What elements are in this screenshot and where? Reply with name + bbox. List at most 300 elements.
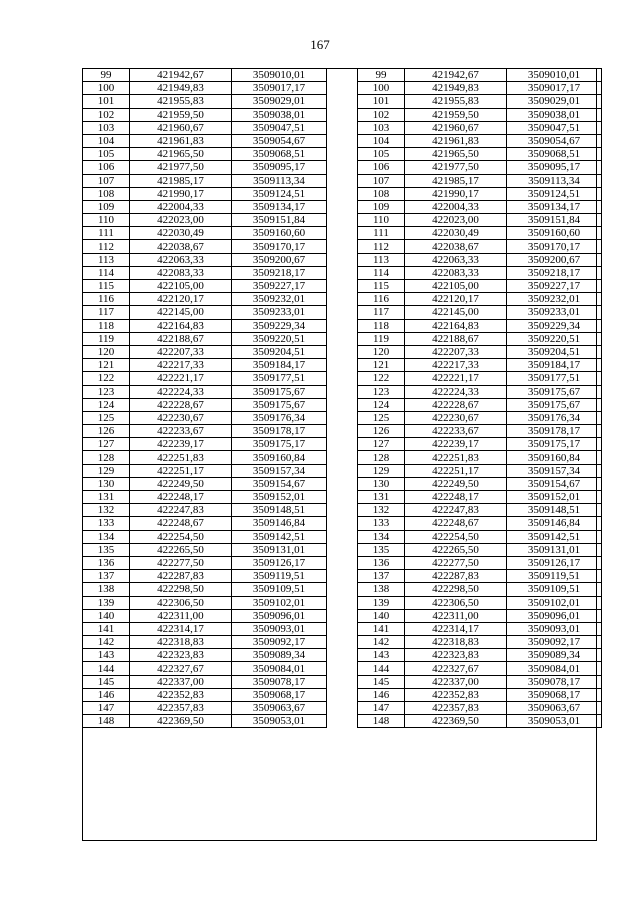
point-number-cell: 145 xyxy=(83,675,130,688)
x-coordinate-cell: 422083,33 xyxy=(405,266,507,279)
y-coordinate-cell: 3509092,17 xyxy=(232,636,327,649)
y-coordinate-cell: 3509160,60 xyxy=(507,227,602,240)
y-coordinate-cell: 3509232,01 xyxy=(507,293,602,306)
point-number-cell: 104 xyxy=(83,134,130,147)
point-number-cell: 116 xyxy=(358,293,405,306)
y-coordinate-cell: 3509220,51 xyxy=(232,332,327,345)
table-row xyxy=(358,425,602,438)
y-coordinate-cell: 3509184,17 xyxy=(507,359,602,372)
table-row xyxy=(83,161,327,174)
x-coordinate-cell: 422277,50 xyxy=(130,556,232,569)
table-row xyxy=(358,596,602,609)
y-coordinate-cell: 3509170,17 xyxy=(507,240,602,253)
y-coordinate-cell: 3509054,67 xyxy=(507,134,602,147)
x-coordinate-cell: 422251,83 xyxy=(130,451,232,464)
point-number-cell: 111 xyxy=(83,227,130,240)
y-coordinate-cell: 3509010,01 xyxy=(507,69,602,82)
y-coordinate-cell: 3509177,51 xyxy=(232,372,327,385)
point-number-cell: 117 xyxy=(83,306,130,319)
point-number-cell: 110 xyxy=(358,214,405,227)
table-row xyxy=(83,95,327,108)
y-coordinate-cell: 3509054,67 xyxy=(232,134,327,147)
table-row xyxy=(358,609,602,622)
x-coordinate-cell: 422217,33 xyxy=(130,359,232,372)
point-number-cell: 102 xyxy=(83,108,130,121)
y-coordinate-cell: 3509154,67 xyxy=(232,477,327,490)
y-coordinate-cell: 3509096,01 xyxy=(232,609,327,622)
point-number-cell: 142 xyxy=(358,636,405,649)
table-row xyxy=(83,662,327,675)
table-row xyxy=(358,715,602,728)
point-number-cell: 128 xyxy=(83,451,130,464)
table-row xyxy=(358,675,602,688)
table-row xyxy=(83,425,327,438)
x-coordinate-cell: 422265,50 xyxy=(130,543,232,556)
y-coordinate-cell: 3509148,51 xyxy=(507,504,602,517)
x-coordinate-cell: 422251,17 xyxy=(405,464,507,477)
x-coordinate-cell: 422188,67 xyxy=(130,332,232,345)
table-row xyxy=(358,227,602,240)
y-coordinate-cell: 3509152,01 xyxy=(232,491,327,504)
y-coordinate-cell: 3509178,17 xyxy=(232,425,327,438)
y-coordinate-cell: 3509089,34 xyxy=(507,649,602,662)
table-row xyxy=(83,649,327,662)
x-coordinate-cell: 422038,67 xyxy=(405,240,507,253)
table-row xyxy=(358,372,602,385)
x-coordinate-cell: 422318,83 xyxy=(405,636,507,649)
point-number-cell: 107 xyxy=(83,174,130,187)
x-coordinate-cell: 422287,83 xyxy=(130,570,232,583)
coordinates-table-left-body xyxy=(83,69,327,728)
point-number-cell: 146 xyxy=(83,688,130,701)
x-coordinate-cell: 422311,00 xyxy=(405,609,507,622)
point-number-cell: 103 xyxy=(83,121,130,134)
y-coordinate-cell: 3509029,01 xyxy=(232,95,327,108)
x-coordinate-cell: 422188,67 xyxy=(405,332,507,345)
table-row xyxy=(83,517,327,530)
table-row xyxy=(358,148,602,161)
point-number-cell: 148 xyxy=(358,715,405,728)
point-number-cell: 144 xyxy=(83,662,130,675)
y-coordinate-cell: 3509175,67 xyxy=(507,398,602,411)
table-row xyxy=(358,438,602,451)
point-number-cell: 123 xyxy=(358,385,405,398)
table-row xyxy=(83,622,327,635)
y-coordinate-cell: 3509227,17 xyxy=(232,280,327,293)
y-coordinate-cell: 3509131,01 xyxy=(507,543,602,556)
y-coordinate-cell: 3509175,67 xyxy=(232,398,327,411)
y-coordinate-cell: 3509131,01 xyxy=(232,543,327,556)
table-row xyxy=(358,280,602,293)
y-coordinate-cell: 3509146,84 xyxy=(507,517,602,530)
table-row xyxy=(83,345,327,358)
point-number-cell: 108 xyxy=(83,187,130,200)
table-row xyxy=(358,451,602,464)
y-coordinate-cell: 3509038,01 xyxy=(507,108,602,121)
table-row xyxy=(358,411,602,424)
table-row xyxy=(358,570,602,583)
table-row xyxy=(83,121,327,134)
y-coordinate-cell: 3509126,17 xyxy=(232,556,327,569)
y-coordinate-cell: 3509047,51 xyxy=(232,121,327,134)
y-coordinate-cell: 3509095,17 xyxy=(507,161,602,174)
x-coordinate-cell: 422311,00 xyxy=(130,609,232,622)
y-coordinate-cell: 3509010,01 xyxy=(232,69,327,82)
y-coordinate-cell: 3509047,51 xyxy=(507,121,602,134)
y-coordinate-cell: 3509175,67 xyxy=(232,385,327,398)
table-row xyxy=(83,570,327,583)
x-coordinate-cell: 421959,50 xyxy=(130,108,232,121)
y-coordinate-cell: 3509176,34 xyxy=(232,411,327,424)
point-number-cell: 114 xyxy=(83,266,130,279)
point-number-cell: 103 xyxy=(358,121,405,134)
x-coordinate-cell: 421960,67 xyxy=(130,121,232,134)
y-coordinate-cell: 3509084,01 xyxy=(232,662,327,675)
y-coordinate-cell: 3509170,17 xyxy=(232,240,327,253)
point-number-cell: 140 xyxy=(358,609,405,622)
table-row xyxy=(358,332,602,345)
y-coordinate-cell: 3509142,51 xyxy=(507,530,602,543)
y-coordinate-cell: 3509204,51 xyxy=(232,345,327,358)
x-coordinate-cell: 422369,50 xyxy=(130,715,232,728)
table-row xyxy=(83,108,327,121)
y-coordinate-cell: 3509184,17 xyxy=(232,359,327,372)
table-row xyxy=(358,359,602,372)
table-row xyxy=(358,266,602,279)
point-number-cell: 148 xyxy=(83,715,130,728)
table-row xyxy=(358,385,602,398)
point-number-cell: 125 xyxy=(358,411,405,424)
y-coordinate-cell: 3509095,17 xyxy=(232,161,327,174)
x-coordinate-cell: 422083,33 xyxy=(130,266,232,279)
x-coordinate-cell: 422233,67 xyxy=(405,425,507,438)
y-coordinate-cell: 3509078,17 xyxy=(232,675,327,688)
x-coordinate-cell: 422251,17 xyxy=(130,464,232,477)
x-coordinate-cell: 421985,17 xyxy=(130,174,232,187)
point-number-cell: 146 xyxy=(358,688,405,701)
point-number-cell: 136 xyxy=(83,556,130,569)
point-number-cell: 101 xyxy=(83,95,130,108)
coordinates-table-right xyxy=(357,68,602,728)
table-row xyxy=(358,82,602,95)
point-number-cell: 141 xyxy=(83,622,130,635)
x-coordinate-cell: 421990,17 xyxy=(405,187,507,200)
table-row xyxy=(83,530,327,543)
x-coordinate-cell: 422221,17 xyxy=(405,372,507,385)
y-coordinate-cell: 3509093,01 xyxy=(507,622,602,635)
table-row xyxy=(83,266,327,279)
table-row xyxy=(358,622,602,635)
x-coordinate-cell: 422298,50 xyxy=(130,583,232,596)
x-coordinate-cell: 422357,83 xyxy=(130,702,232,715)
table-row xyxy=(358,108,602,121)
x-coordinate-cell: 421942,67 xyxy=(405,69,507,82)
table-row xyxy=(83,688,327,701)
x-coordinate-cell: 422298,50 xyxy=(405,583,507,596)
point-number-cell: 105 xyxy=(358,148,405,161)
table-row xyxy=(83,280,327,293)
point-number-cell: 127 xyxy=(83,438,130,451)
x-coordinate-cell: 422327,67 xyxy=(130,662,232,675)
table-row xyxy=(83,715,327,728)
point-number-cell: 133 xyxy=(83,517,130,530)
table-row xyxy=(83,69,327,82)
point-number-cell: 123 xyxy=(83,385,130,398)
x-coordinate-cell: 422337,00 xyxy=(130,675,232,688)
x-coordinate-cell: 422337,00 xyxy=(405,675,507,688)
y-coordinate-cell: 3509152,01 xyxy=(507,491,602,504)
point-number-cell: 111 xyxy=(358,227,405,240)
table-row xyxy=(83,372,327,385)
table-row xyxy=(83,438,327,451)
x-coordinate-cell: 422224,33 xyxy=(130,385,232,398)
table-row xyxy=(83,504,327,517)
table-row xyxy=(358,174,602,187)
x-coordinate-cell: 422251,83 xyxy=(405,451,507,464)
point-number-cell: 106 xyxy=(83,161,130,174)
table-row xyxy=(358,504,602,517)
table-row xyxy=(358,398,602,411)
point-number-cell: 132 xyxy=(83,504,130,517)
x-coordinate-cell: 422327,67 xyxy=(405,662,507,675)
y-coordinate-cell: 3509134,17 xyxy=(507,200,602,213)
table-row xyxy=(83,596,327,609)
table-row xyxy=(83,332,327,345)
x-coordinate-cell: 422239,17 xyxy=(130,438,232,451)
y-coordinate-cell: 3509175,17 xyxy=(507,438,602,451)
x-coordinate-cell: 421961,83 xyxy=(405,134,507,147)
y-coordinate-cell: 3509148,51 xyxy=(232,504,327,517)
x-coordinate-cell: 422004,33 xyxy=(130,200,232,213)
point-number-cell: 119 xyxy=(358,332,405,345)
table-row xyxy=(358,517,602,530)
y-coordinate-cell: 3509177,51 xyxy=(507,372,602,385)
table-row xyxy=(83,293,327,306)
y-coordinate-cell: 3509068,17 xyxy=(232,688,327,701)
table-row xyxy=(358,187,602,200)
x-coordinate-cell: 421959,50 xyxy=(405,108,507,121)
y-coordinate-cell: 3509102,01 xyxy=(507,596,602,609)
y-coordinate-cell: 3509200,67 xyxy=(507,253,602,266)
point-number-cell: 142 xyxy=(83,636,130,649)
point-number-cell: 110 xyxy=(83,214,130,227)
y-coordinate-cell: 3509220,51 xyxy=(507,332,602,345)
point-number-cell: 117 xyxy=(358,306,405,319)
table-row xyxy=(83,134,327,147)
table-row xyxy=(83,398,327,411)
x-coordinate-cell: 422004,33 xyxy=(405,200,507,213)
table-row xyxy=(358,319,602,332)
table-row xyxy=(83,451,327,464)
point-number-cell: 138 xyxy=(358,583,405,596)
y-coordinate-cell: 3509109,51 xyxy=(507,583,602,596)
table-row xyxy=(358,200,602,213)
table-row xyxy=(83,253,327,266)
x-coordinate-cell: 421985,17 xyxy=(405,174,507,187)
table-row xyxy=(358,636,602,649)
table-row xyxy=(358,240,602,253)
point-number-cell: 135 xyxy=(358,543,405,556)
x-coordinate-cell: 422318,83 xyxy=(130,636,232,649)
y-coordinate-cell: 3509017,17 xyxy=(507,82,602,95)
y-coordinate-cell: 3509124,51 xyxy=(232,187,327,200)
x-coordinate-cell: 422063,33 xyxy=(130,253,232,266)
y-coordinate-cell: 3509113,34 xyxy=(507,174,602,187)
point-number-cell: 132 xyxy=(358,504,405,517)
point-number-cell: 137 xyxy=(83,570,130,583)
y-coordinate-cell: 3509157,34 xyxy=(232,464,327,477)
y-coordinate-cell: 3509204,51 xyxy=(507,345,602,358)
point-number-cell: 145 xyxy=(358,675,405,688)
x-coordinate-cell: 422038,67 xyxy=(130,240,232,253)
y-coordinate-cell: 3509218,17 xyxy=(232,266,327,279)
table-row xyxy=(83,359,327,372)
y-coordinate-cell: 3509218,17 xyxy=(507,266,602,279)
table-row xyxy=(83,675,327,688)
x-coordinate-cell: 422228,67 xyxy=(130,398,232,411)
table-row xyxy=(358,662,602,675)
x-coordinate-cell: 422233,67 xyxy=(130,425,232,438)
x-coordinate-cell: 422247,83 xyxy=(130,504,232,517)
x-coordinate-cell: 422249,50 xyxy=(405,477,507,490)
x-coordinate-cell: 422254,50 xyxy=(405,530,507,543)
x-coordinate-cell: 422221,17 xyxy=(130,372,232,385)
point-number-cell: 99 xyxy=(358,69,405,82)
y-coordinate-cell: 3509175,67 xyxy=(507,385,602,398)
y-coordinate-cell: 3509068,51 xyxy=(232,148,327,161)
y-coordinate-cell: 3509126,17 xyxy=(507,556,602,569)
y-coordinate-cell: 3509142,51 xyxy=(232,530,327,543)
point-number-cell: 147 xyxy=(358,702,405,715)
y-coordinate-cell: 3509109,51 xyxy=(232,583,327,596)
point-number-cell: 120 xyxy=(83,345,130,358)
point-number-cell: 102 xyxy=(358,108,405,121)
point-number-cell: 135 xyxy=(83,543,130,556)
x-coordinate-cell: 422323,83 xyxy=(130,649,232,662)
x-coordinate-cell: 422287,83 xyxy=(405,570,507,583)
y-coordinate-cell: 3509096,01 xyxy=(507,609,602,622)
x-coordinate-cell: 422120,17 xyxy=(405,293,507,306)
point-number-cell: 122 xyxy=(83,372,130,385)
y-coordinate-cell: 3509124,51 xyxy=(507,187,602,200)
y-coordinate-cell: 3509151,84 xyxy=(507,214,602,227)
y-coordinate-cell: 3509154,67 xyxy=(507,477,602,490)
point-number-cell: 140 xyxy=(83,609,130,622)
coordinates-table-right-body xyxy=(358,69,602,728)
x-coordinate-cell: 422230,67 xyxy=(405,411,507,424)
x-coordinate-cell: 422105,00 xyxy=(405,280,507,293)
table-row xyxy=(83,543,327,556)
x-coordinate-cell: 421977,50 xyxy=(130,161,232,174)
point-number-cell: 122 xyxy=(358,372,405,385)
y-coordinate-cell: 3509232,01 xyxy=(232,293,327,306)
table-row xyxy=(83,385,327,398)
y-coordinate-cell: 3509229,34 xyxy=(507,319,602,332)
x-coordinate-cell: 421965,50 xyxy=(130,148,232,161)
y-coordinate-cell: 3509176,34 xyxy=(507,411,602,424)
table-row xyxy=(358,688,602,701)
point-number-cell: 106 xyxy=(358,161,405,174)
x-coordinate-cell: 422207,33 xyxy=(130,345,232,358)
x-coordinate-cell: 422023,00 xyxy=(130,214,232,227)
y-coordinate-cell: 3509178,17 xyxy=(507,425,602,438)
y-coordinate-cell: 3509063,67 xyxy=(507,702,602,715)
table-row xyxy=(358,464,602,477)
table-row xyxy=(83,411,327,424)
point-number-cell: 124 xyxy=(358,398,405,411)
x-coordinate-cell: 422357,83 xyxy=(405,702,507,715)
point-number-cell: 137 xyxy=(358,570,405,583)
table-row xyxy=(83,319,327,332)
table-row xyxy=(358,293,602,306)
y-coordinate-cell: 3509053,01 xyxy=(232,715,327,728)
point-number-cell: 131 xyxy=(83,491,130,504)
point-number-cell: 125 xyxy=(83,411,130,424)
table-row xyxy=(358,530,602,543)
table-row xyxy=(358,477,602,490)
x-coordinate-cell: 422306,50 xyxy=(405,596,507,609)
table-row xyxy=(83,306,327,319)
y-coordinate-cell: 3509113,34 xyxy=(232,174,327,187)
point-number-cell: 129 xyxy=(358,464,405,477)
point-number-cell: 113 xyxy=(83,253,130,266)
point-number-cell: 139 xyxy=(358,596,405,609)
point-number-cell: 115 xyxy=(83,280,130,293)
y-coordinate-cell: 3509038,01 xyxy=(232,108,327,121)
x-coordinate-cell: 422230,67 xyxy=(130,411,232,424)
y-coordinate-cell: 3509078,17 xyxy=(507,675,602,688)
y-coordinate-cell: 3509151,84 xyxy=(232,214,327,227)
point-number-cell: 105 xyxy=(83,148,130,161)
x-coordinate-cell: 421955,83 xyxy=(405,95,507,108)
page-number: 167 xyxy=(310,37,330,52)
x-coordinate-cell: 421942,67 xyxy=(130,69,232,82)
point-number-cell: 114 xyxy=(358,266,405,279)
table-row xyxy=(358,95,602,108)
x-coordinate-cell: 421961,83 xyxy=(130,134,232,147)
point-number-cell: 118 xyxy=(83,319,130,332)
y-coordinate-cell: 3509160,84 xyxy=(507,451,602,464)
x-coordinate-cell: 422352,83 xyxy=(405,688,507,701)
x-coordinate-cell: 422247,83 xyxy=(405,504,507,517)
table-row xyxy=(83,82,327,95)
point-number-cell: 130 xyxy=(358,477,405,490)
table-row xyxy=(83,556,327,569)
x-coordinate-cell: 422369,50 xyxy=(405,715,507,728)
x-coordinate-cell: 422239,17 xyxy=(405,438,507,451)
point-number-cell: 141 xyxy=(358,622,405,635)
point-number-cell: 112 xyxy=(83,240,130,253)
table-row xyxy=(358,556,602,569)
y-coordinate-cell: 3509102,01 xyxy=(232,596,327,609)
table-row xyxy=(83,227,327,240)
x-coordinate-cell: 422164,83 xyxy=(405,319,507,332)
table-row xyxy=(83,240,327,253)
y-coordinate-cell: 3509092,17 xyxy=(507,636,602,649)
table-row xyxy=(358,306,602,319)
x-coordinate-cell: 421977,50 xyxy=(405,161,507,174)
table-row xyxy=(83,214,327,227)
table-row xyxy=(83,148,327,161)
y-coordinate-cell: 3509227,17 xyxy=(507,280,602,293)
y-coordinate-cell: 3509200,67 xyxy=(232,253,327,266)
table-row xyxy=(358,583,602,596)
point-number-cell: 128 xyxy=(358,451,405,464)
point-number-cell: 134 xyxy=(358,530,405,543)
y-coordinate-cell: 3509089,34 xyxy=(232,649,327,662)
x-coordinate-cell: 422030,49 xyxy=(130,227,232,240)
y-coordinate-cell: 3509175,17 xyxy=(232,438,327,451)
